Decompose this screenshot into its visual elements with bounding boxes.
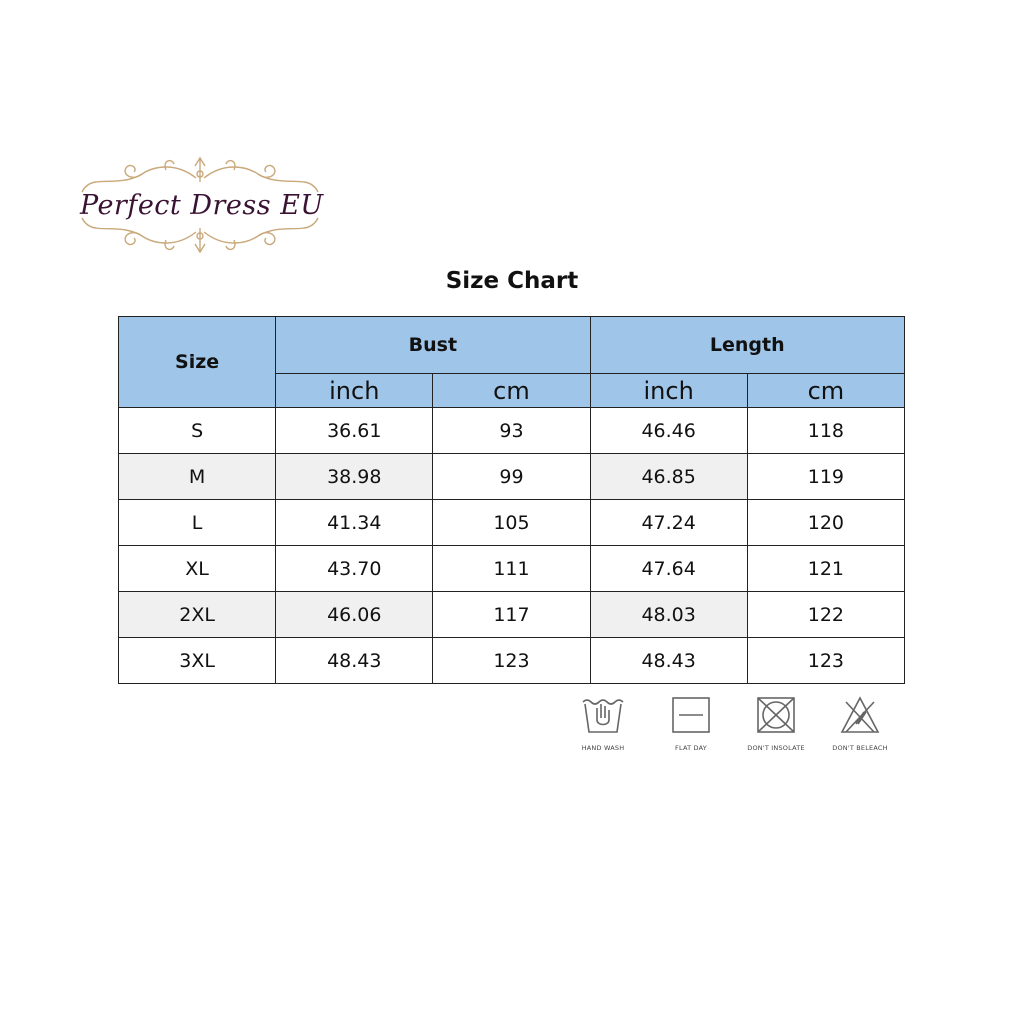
bust-inch-cell: 38.98 [276, 454, 433, 500]
table-row [119, 592, 905, 638]
do-not-bleach-icon [836, 694, 884, 736]
care-label: HAND WASH [581, 744, 625, 752]
unit-header: cm [747, 374, 904, 408]
care-label: DON'T INSOLATE [747, 744, 805, 752]
bust-cm-cell: 111 [433, 546, 590, 592]
care-label: DON'T BELEACH [832, 744, 888, 752]
brand-name: Perfect Dress EU [80, 190, 324, 221]
bust-inch-cell: 36.61 [276, 408, 433, 454]
bust-cm-cell: 93 [433, 408, 590, 454]
table-row [119, 500, 905, 546]
care-dont-insolate [736, 694, 816, 752]
length-inch-cell: 47.64 [590, 546, 747, 592]
length-cm-cell: 121 [747, 546, 904, 592]
length-cm-cell: 120 [747, 500, 904, 546]
flat-dry-icon [667, 694, 715, 736]
length-inch-cell: 48.03 [590, 592, 747, 638]
size-column-header: Size [119, 317, 276, 408]
bust-cm-cell: 117 [433, 592, 590, 638]
length-cm-cell: 123 [747, 638, 904, 684]
bust-cm-cell: 105 [433, 500, 590, 546]
size-cell: 2XL [119, 592, 276, 638]
bust-inch-cell: 48.43 [276, 638, 433, 684]
bust-cm-cell: 99 [433, 454, 590, 500]
hand-wash-icon [579, 694, 627, 736]
unit-header: inch [590, 374, 747, 408]
size-chart-table [118, 316, 905, 684]
care-hand-wash [563, 694, 643, 752]
page-title: Size Chart [445, 268, 579, 294]
table-row [119, 638, 905, 684]
do-not-insolate-icon [752, 694, 800, 736]
table-row [119, 546, 905, 592]
table-row [119, 454, 905, 500]
care-label: FLAT DAY [675, 744, 707, 752]
length-group-header: Length [590, 317, 904, 374]
care-flat-dry [651, 694, 731, 752]
bust-inch-cell: 41.34 [276, 500, 433, 546]
length-cm-cell: 119 [747, 454, 904, 500]
bust-cm-cell: 123 [433, 638, 590, 684]
bust-group-header: Bust [276, 317, 590, 374]
length-inch-cell: 47.24 [590, 500, 747, 546]
bust-inch-cell: 46.06 [276, 592, 433, 638]
unit-header: inch [276, 374, 433, 408]
size-cell: XL [119, 546, 276, 592]
size-cell: M [119, 454, 276, 500]
care-dont-bleach [820, 694, 900, 752]
table-row [119, 408, 905, 454]
length-cm-cell: 122 [747, 592, 904, 638]
length-cm-cell: 118 [747, 408, 904, 454]
size-cell: S [119, 408, 276, 454]
size-cell: 3XL [119, 638, 276, 684]
length-inch-cell: 48.43 [590, 638, 747, 684]
unit-header: cm [433, 374, 590, 408]
length-inch-cell: 46.46 [590, 408, 747, 454]
length-inch-cell: 46.85 [590, 454, 747, 500]
size-cell: L [119, 500, 276, 546]
bust-inch-cell: 43.70 [276, 546, 433, 592]
brand-logo [76, 152, 324, 258]
